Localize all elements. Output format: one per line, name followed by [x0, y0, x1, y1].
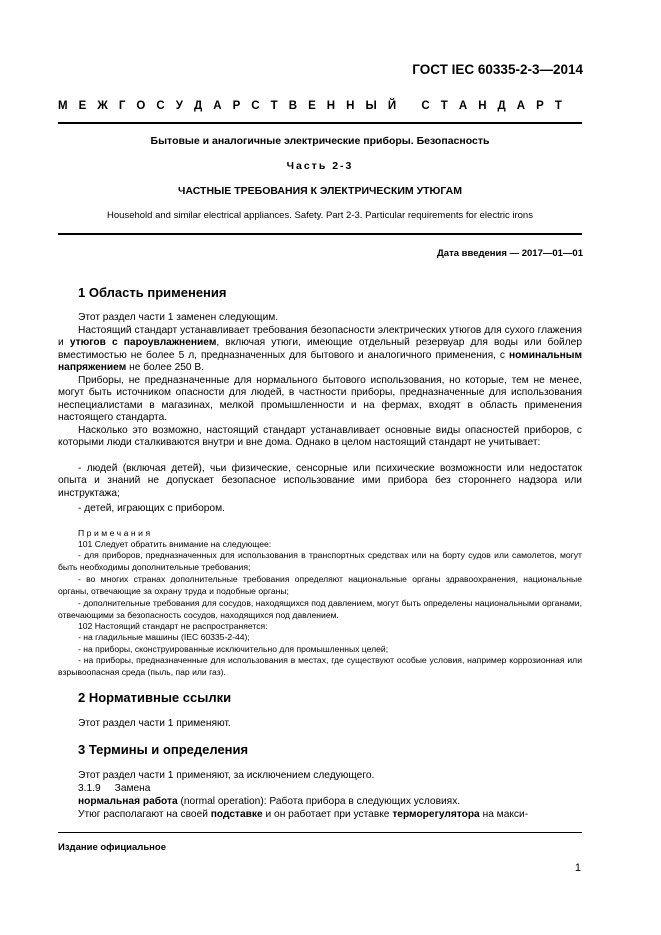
banner-letter: Е: [78, 100, 87, 112]
s3-clause-replace: Замена: [114, 783, 151, 794]
intro-date: [437, 248, 583, 259]
s3-p2-c: и он работает при уставке: [262, 809, 393, 820]
banner-letter: А: [213, 100, 222, 112]
s1-p2-c: , включая утюги, имеющие отдельный резервуар для воды или бойлер вместимостью не более 5 л, предназначенных для бытового и аналогичного применения, с: [58, 337, 582, 361]
banner-letter: Е: [308, 100, 316, 112]
banner-letter: Н: [478, 100, 487, 112]
s3-p2-b: подставке: [210, 809, 263, 820]
s3-clause-number: 3.1.9: [78, 783, 101, 794]
banner-letter: Н: [346, 100, 355, 112]
banner-letter: Т: [270, 100, 278, 112]
s1-p2-d: номинальным напряжением: [58, 349, 582, 374]
s3-p2-d: терморегулятора: [392, 809, 480, 820]
banner-letter: Р: [536, 100, 544, 112]
s3-paragraph-2: [58, 809, 582, 821]
interstate-standard-banner: [58, 100, 562, 112]
banner-letter: Т: [440, 100, 448, 112]
footer-rule: [58, 832, 582, 833]
s1-p2-e: не более 250 В.: [126, 362, 205, 374]
note-1: 101 Следует обратить внимание на следующее:: [78, 539, 272, 549]
edition-label: Издание официальное: [58, 842, 166, 853]
banner-letter: О: [136, 100, 146, 112]
notes-heading: Примечания: [78, 528, 153, 538]
banner-letter: А: [516, 100, 526, 112]
banner-letter: Д: [193, 100, 203, 112]
banner-letter: Г: [118, 100, 126, 112]
s1-paragraph-2: [58, 325, 582, 375]
banner-letter: Т: [554, 100, 562, 112]
s1-paragraph-5: - людей (включая детей), чьи физические, сенсорные или психические возможности или недостаток опыта и знаний не допускает безопасное использование ими прибора без стороннего надзора или инструктажа;: [58, 463, 582, 499]
banner-letter: Н: [326, 100, 336, 112]
s1-paragraph-4: Насколько это возможно, настоящий стандарт устанавливает основные виды опасностей приборов, с которыми люди сталкиваются внутри и вне дома. Однако в целом настоящий стандарт не учитывает:: [58, 425, 582, 449]
banner-letter: С: [156, 100, 165, 112]
s1-p2-b: утюгов с пароувлажнением: [69, 337, 217, 349]
s3-def-term: нормальная работа: [78, 796, 178, 807]
banner-letter: С: [421, 100, 430, 112]
s3-def-text: (normal operation): Работа прибора в следующих условиях.: [177, 796, 461, 807]
document-code: ГОСТ IEC 60335-2-3—2014: [412, 62, 583, 77]
s3-clause: [58, 783, 582, 795]
section-3-title: 3 Термины и определения: [78, 742, 249, 757]
s3-paragraph-1: Этот раздел части 1 применяют, за исключением следующего.: [78, 770, 375, 781]
s1-paragraph-6: - детей, играющих с прибором.: [78, 503, 225, 514]
section-2-title: 2 Нормативные ссылки: [78, 690, 232, 705]
title-line-1: Бытовые и аналогичные электрические приборы. Безопасность: [150, 135, 490, 147]
banner-letter: Р: [232, 100, 241, 112]
banner-letter: У: [175, 100, 183, 112]
title-english: Household and similar electrical appliances. Safety. Part 2-3. Particular requirements for electric irons: [107, 210, 533, 221]
banner-letter: С: [251, 100, 260, 112]
s3-p2-e: на макси-: [479, 809, 529, 820]
banner-letter: В: [288, 100, 298, 112]
banner-letter: [407, 100, 410, 112]
banner-letter: М: [58, 100, 68, 112]
title-rule: [58, 233, 582, 235]
note-3: - во многих странах дополнительные требования определяют национальные органы здравоохранения, национальные органы, отвечающие за охрану труда и подобные органы;: [58, 574, 582, 596]
note-6: - на гладильные машины (IEC 60335-2-44);: [78, 632, 250, 642]
note-7: - на приборы, сконструированные исключительно для промышленных целей;: [78, 644, 389, 654]
top-rule: [58, 122, 582, 124]
title-part: Часть 2-3: [286, 160, 354, 172]
s3-definition: [58, 796, 582, 808]
section-1-title: 1 Область применения: [78, 285, 227, 300]
note-2: - для приборов, предназначенных для использования в транспортных средствах или на борту судов или самолетов, могут быть необходимы дополнительные требования;: [58, 550, 582, 572]
s3-p2-a: Утюг располагают на своей: [78, 809, 211, 820]
banner-letter: Й: [387, 100, 397, 112]
s1-p2-a: Настоящий стандарт устанавливает требования безопасности электрических утюгов для сухого глажения и: [58, 325, 582, 349]
intro-date-value: — 2017—01—01: [509, 248, 583, 259]
banner-letter: Ы: [365, 100, 377, 112]
s2-paragraph-1: Этот раздел части 1 применяют.: [78, 718, 231, 729]
banner-letter: А: [458, 100, 468, 112]
note-5: 102 Настоящий стандарт не распространяется:: [78, 621, 268, 631]
banner-letter: Д: [497, 100, 506, 112]
banner-letter: Ж: [97, 100, 108, 112]
s1-paragraph-3: Приборы, не предназначенные для нормального бытового использования, но которые, тем не менее, могут быть источником опасности для людей, в частности приборы, предназначенные для использования неспециалистами в магазинах, мелкой промышленности и на фермах, входят в область применения настоящего стандарта.: [58, 375, 582, 424]
s1-paragraph-1: Этот раздел части 1 заменен следующим.: [78, 312, 279, 323]
title-line-3: ЧАСТНЫЕ ТРЕБОВАНИЯ К ЭЛЕКТРИЧЕСКИМ УТЮГАМ: [178, 185, 462, 197]
page-number: 1: [574, 862, 581, 874]
note-4: - дополнительные требования для сосудов, находящихся под давлением, могут быть определены национальными органами, отвечающими за безопасность сосудов, находящихся под давлением.: [58, 598, 582, 620]
intro-label: Дата введения: [437, 248, 507, 259]
note-8: - на приборы, предназначенные для использования в местах, где существуют особые условия, например коррозионная или взрывоопасная среда (пыль, пар или газ).: [58, 655, 582, 677]
